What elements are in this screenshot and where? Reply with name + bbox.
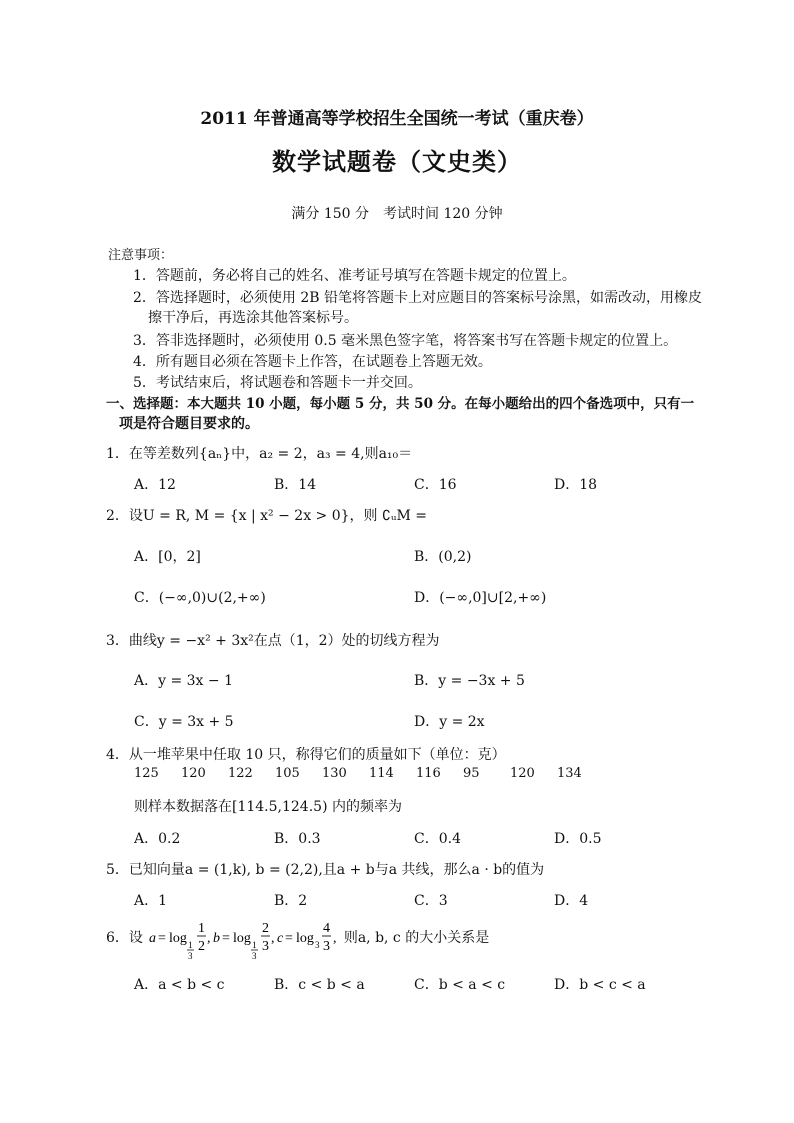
question-4-stem: 4．从一堆苹果中任取 10 只，称得它们的质量如下（单位：克）: [106, 747, 506, 763]
svg-text:3: 3: [323, 939, 331, 954]
q5-option-b: B．2: [274, 893, 308, 909]
question-3-stem: 3．曲线y = −x² + 3x²在点（1，2）处的切线方程为: [106, 633, 440, 649]
svg-text:1: 1: [252, 940, 257, 950]
svg-text:1: 1: [198, 921, 206, 936]
q4-datum: 125: [134, 766, 159, 781]
svg-text:log: log: [169, 931, 188, 946]
q2-option-b: B．(0,2): [414, 549, 472, 565]
q4-datum: 116: [416, 766, 441, 781]
svg-text:b: b: [213, 931, 221, 946]
svg-text:3: 3: [315, 940, 320, 950]
notice-item: 1．答题前，务必将自己的姓名、准考证号填写在答题卡规定的位置上。: [133, 268, 576, 284]
svg-text:4: 4: [323, 921, 331, 936]
svg-text:log: log: [233, 931, 252, 946]
question-1-stem: 1．在等差数列{aₙ}中，a₂ = 2，a₃ = 4,则a₁₀＝: [106, 446, 413, 462]
exam-title: 2011 年普通高等学校招生全国统一考试（重庆卷）: [200, 109, 594, 129]
notice-heading: 注意事项：: [108, 248, 174, 263]
section-heading-cont: 项是符合题目要求的。: [119, 416, 259, 432]
q3-option-c: C．y = 3x + 5: [134, 714, 234, 730]
svg-text:2: 2: [198, 939, 206, 954]
svg-text:3: 3: [262, 939, 270, 954]
svg-text:=: =: [285, 931, 294, 946]
question-2-stem: 2．设U = R, M = {x | x² − 2x > 0}，则 ∁ᵤM =: [106, 508, 428, 524]
section-heading: 一、选择题：本大题共 10 小题，每小题 5 分，共 50 分。在每小题给出的四个备选项中，只有一: [106, 396, 695, 412]
q4-datum: 120: [181, 766, 206, 781]
svg-text:3: 3: [252, 951, 257, 961]
q4-datum: 95: [463, 766, 480, 781]
q6-stem-prefix: 6．设: [106, 930, 143, 946]
svg-text:log: log: [296, 931, 315, 946]
q4-data-row: [134, 766, 604, 781]
svg-text:3: 3: [188, 951, 193, 961]
question-6-stem: [106, 918, 489, 962]
notice-item: 2．答选择题时，必须使用 2B 铅笔将答题卡上对应题目的答案标号涂黑，如需改动，用橡皮: [133, 290, 703, 306]
q4-datum: 114: [369, 766, 394, 781]
q4-datum: 105: [275, 766, 300, 781]
paper-title: 数学试题卷（文史类）: [272, 147, 522, 176]
q3-option-d: D．y = 2x: [414, 714, 485, 730]
q4-option-a: A．0.2: [134, 831, 181, 847]
q5-option-d: D．4: [554, 893, 589, 909]
notice-item: 5．考试结束后，将试题卷和答题卡一并交回。: [133, 375, 422, 391]
notice-item: 3．答非选择题时，必须使用 0.5 毫米黑色签字笔，将答案书写在答题卡规定的位置上。: [133, 333, 678, 349]
q2-option-c: C．(−∞,0)∪(2,+∞): [134, 590, 266, 606]
q1-option-b: B．14: [274, 477, 317, 493]
q2-option-d: D．(−∞,0]∪[2,+∞): [414, 590, 547, 606]
q4-option-c: C．0.4: [414, 831, 461, 847]
q4-datum: 120: [510, 766, 535, 781]
q3-option-b: B．y = −3x + 5: [414, 673, 525, 689]
svg-text:1: 1: [188, 940, 193, 950]
svg-text:,: ,: [207, 931, 211, 946]
svg-text:,: ,: [271, 931, 275, 946]
q4-datum: 122: [228, 766, 253, 781]
question-5-stem: 5．已知向量a = (1,k), b = (2,2),且a + b与a 共线，那么a · b的值为: [106, 862, 545, 878]
q3-option-a: A．y = 3x − 1: [134, 673, 233, 689]
q6-option-a: A．a < b < c: [134, 977, 225, 993]
q4-followup: 则样本数据落在[114.5,124.5) 内的频率为: [134, 799, 402, 815]
q4-datum: 134: [557, 766, 582, 781]
svg-text:2: 2: [262, 921, 270, 936]
q4-datum: 130: [322, 766, 347, 781]
svg-text:=: =: [158, 931, 167, 946]
q6-option-c: C．b < a < c: [414, 977, 506, 993]
q6-option-d: D．b < c < a: [554, 977, 646, 993]
svg-text:a: a: [149, 931, 157, 946]
notice-item: 4．所有题目必须在答题卡上作答，在试题卷上答题无效。: [133, 354, 492, 370]
svg-text:,: ,: [333, 931, 337, 946]
q6-stem-suffix: 则a, b, c 的大小关系是: [343, 930, 490, 946]
exam-info: 满分 150 分 考试时间 120 分钟: [291, 206, 503, 222]
q5-option-a: A．1: [134, 893, 168, 909]
svg-text:c: c: [277, 931, 284, 946]
q4-option-b: B．0.3: [274, 831, 321, 847]
svg-text:=: =: [222, 931, 231, 946]
q1-option-a: A．12: [134, 477, 176, 493]
q5-option-c: C．3: [414, 893, 448, 909]
q6-option-b: B．c < b < a: [274, 977, 365, 993]
q1-option-d: D．18: [554, 477, 598, 493]
q2-option-a: A．[0，2]: [134, 549, 201, 565]
q1-option-c: C．16: [414, 477, 457, 493]
q4-option-d: D．0.5: [554, 831, 602, 847]
notice-item: 擦干净后，再选涂其他答案标号。: [148, 310, 358, 326]
